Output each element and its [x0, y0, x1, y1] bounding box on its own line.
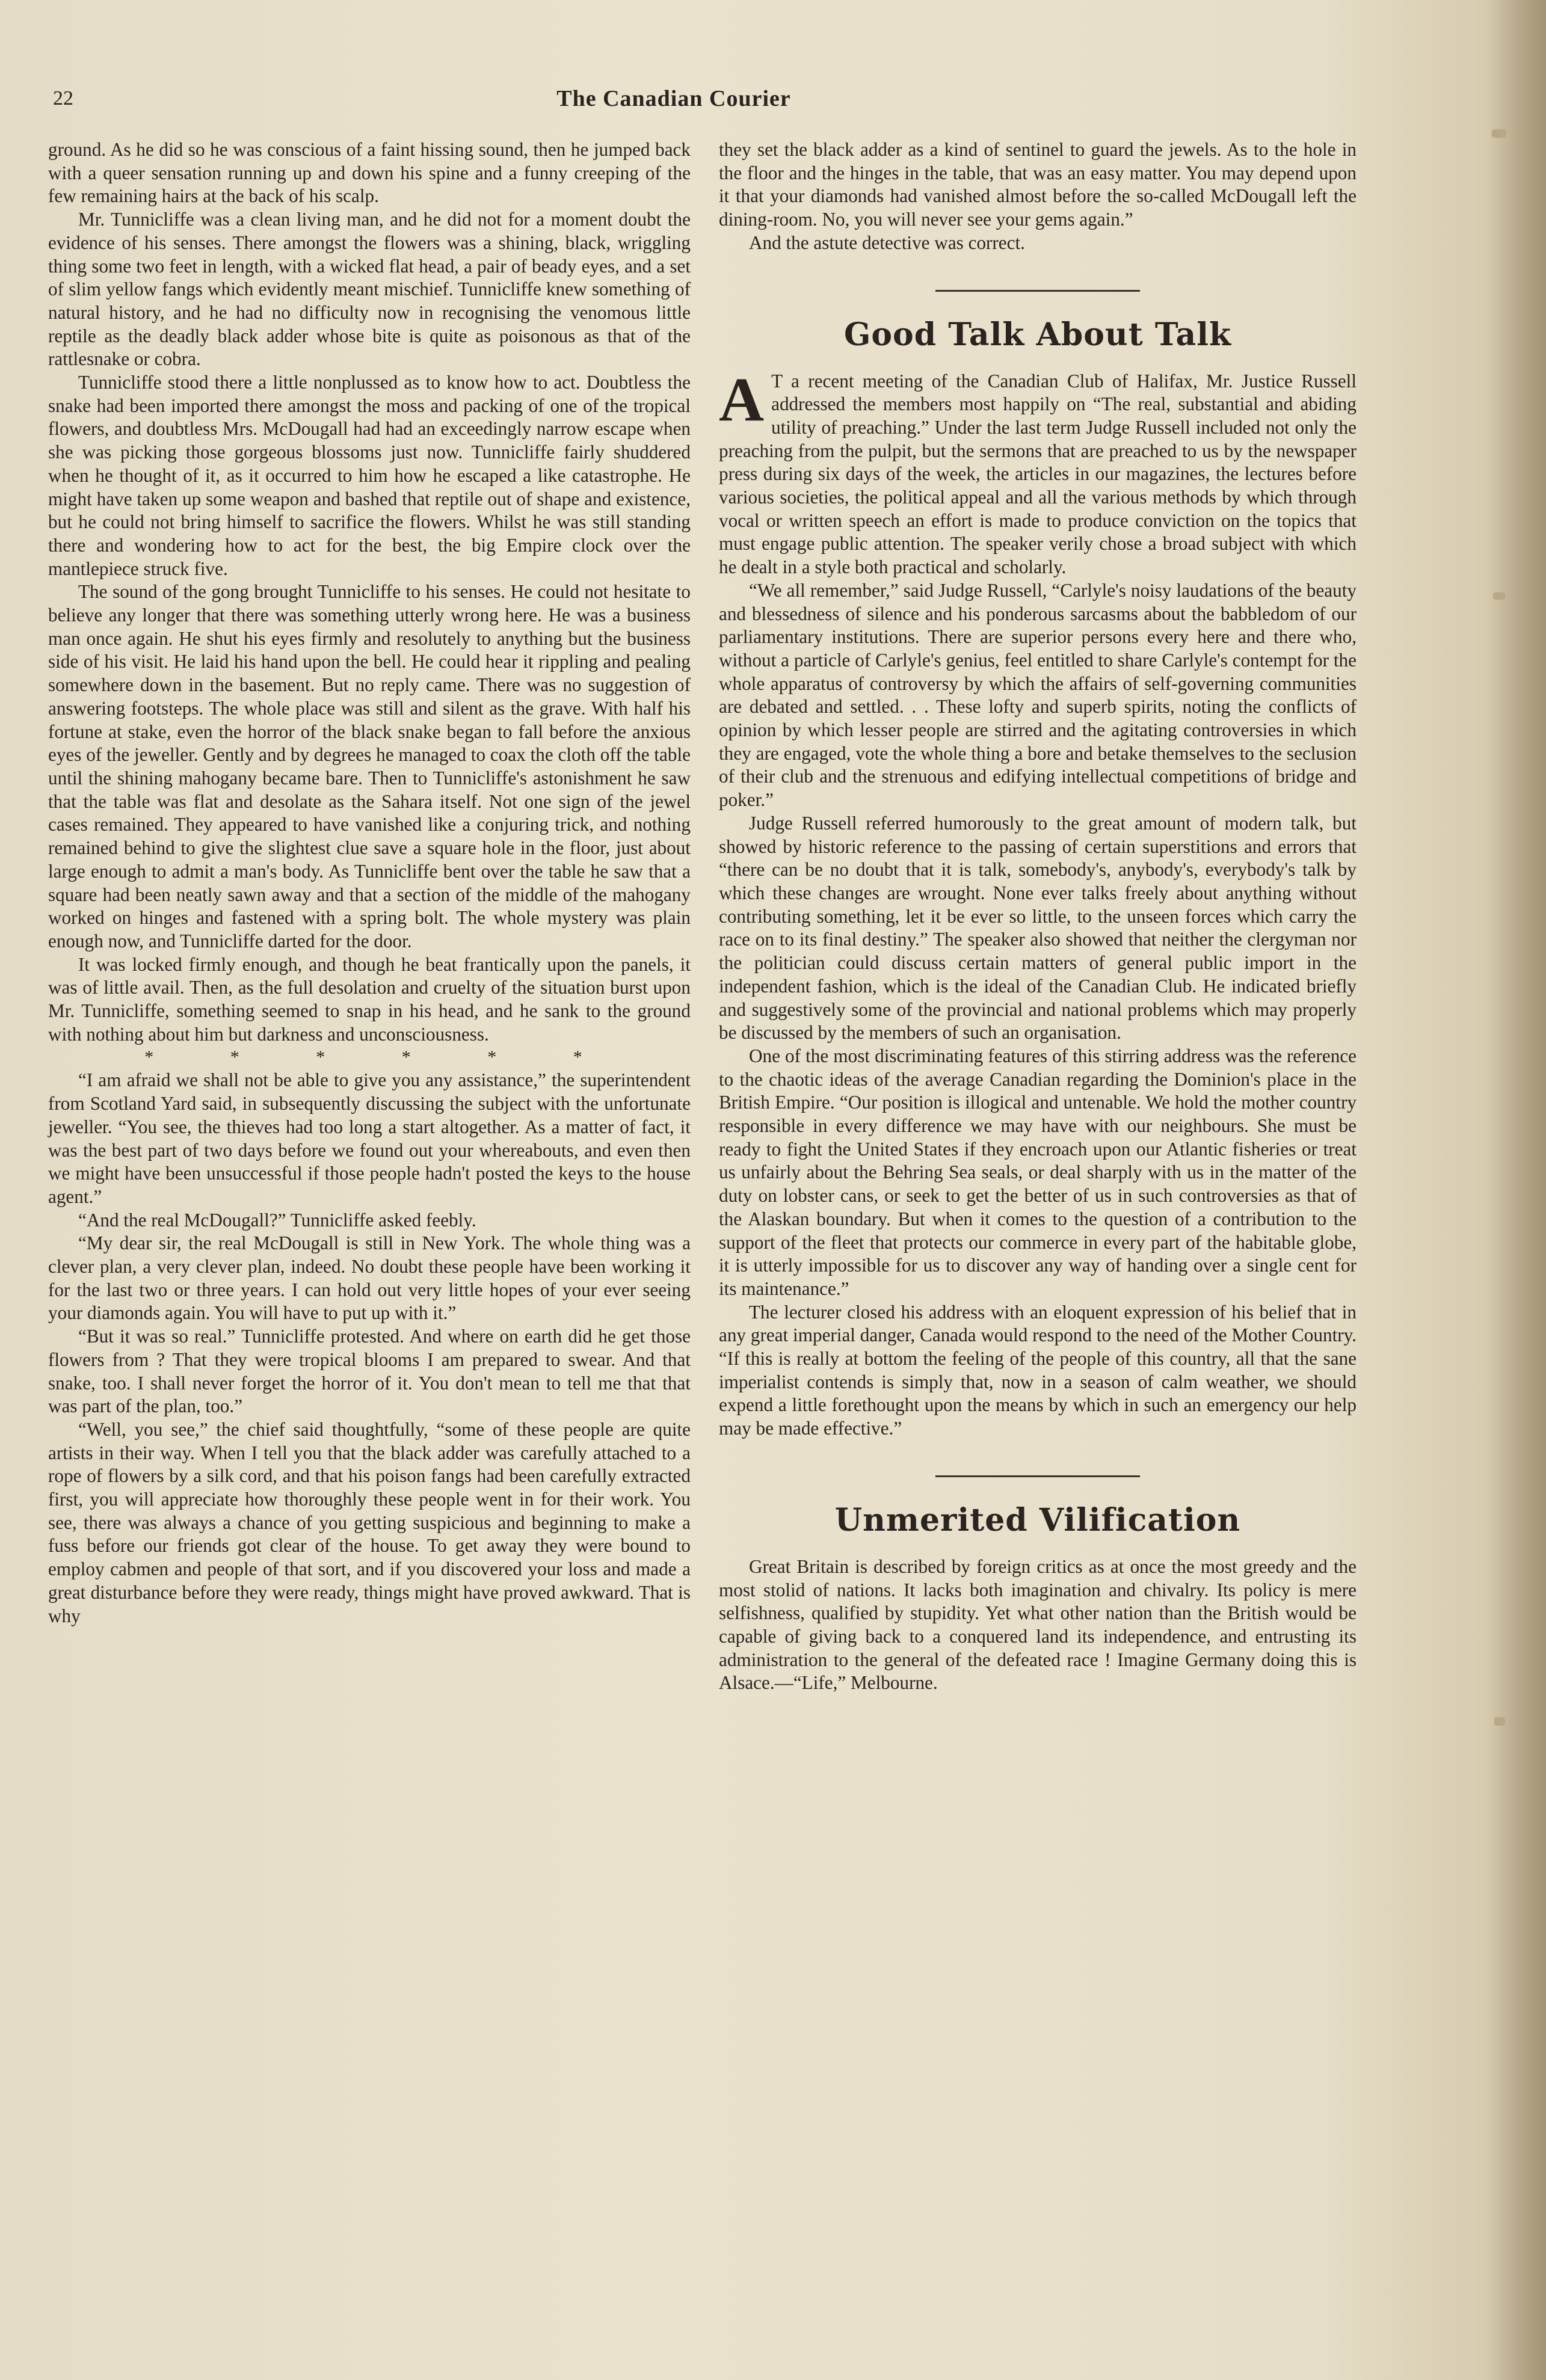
- story-paragraph: It was locked firmly enough, and though he beat frantically upon the panels, it was of little avail. Then, as the full desolation and cruelty of the situation burst upon Mr. Tunnicliffe, something seemed to snap in his head, and he sank to the ground with nothing about him but darkness and unconsciousness.: [48, 953, 691, 1045]
- story-paragraph: Tunnicliffe stood there a little nonplussed as to know how to act. Doubtless the snake had been imported there amongst the moss and packing of one of the tropical flowers, and doubtless Mrs. McDougall had had an exceedingly narrow escape when she was picking those gorgeous blossoms just now. Tunnicliffe fairly shuddered when he thought of it, as it occurred to him how he escaped a like catastrophe. He might have taken up some weapon and bashed that reptile out of shape and existence, but he could not bring himself to sacrifice the flowers. Whilst he was still standing there and wondering how to act for the best, the big Empire clock over the mantlepiece struck five.: [48, 372, 691, 579]
- section-rule: [935, 290, 1140, 292]
- margin-blemish: [1492, 129, 1506, 138]
- margin-blemish: [1493, 592, 1505, 600]
- left-column: [48, 138, 691, 1628]
- story-paragraph: they set the black adder as a kind of sentinel to guard the jewels. As to the hole in the floor and the hinges in the table, that was an easy matter. You may depend upon it that your diamonds had vanished almost before the so-called McDougall left the dining-room. No, you will never see your gems again.”: [719, 139, 1357, 230]
- article-paragraph: [719, 364, 1357, 579]
- article-paragraph: Judge Russell referred humorously to the great amount of modern talk, but showed by historic reference to the passing of certain superstitions and errors that “there can be no doubt that it is talk, somebody's, anybody's, everybody's talk by which these changes are wrought. None ever talks freely about anything without contributing something, let it be ever so little, to the unseen forces which carry the race on to its final destiny.” The speaker also showed that neither the clergyman nor the politician could discuss certain matters of general public import in the independent fashion, which is the ideal of the Canadian Club. He indicated briefly and suggestively some of the provincial and national problems which may properly be discussed by the members of such an organisation.: [719, 812, 1357, 1044]
- article-paragraph: The lecturer closed his address with an eloquent expression of his belief that in any great imperial danger, Canada would respond to the need of the Mother Country. “If this is really at bottom the feeling of the people of this country, all that the sane imperialist contends is simply that, now in a season of calm weather, we should expend a little forethought upon the means by which in such an emergency our help may be made effective.”: [719, 1301, 1357, 1439]
- article-heading: Good Talk About Talk: [843, 316, 1232, 353]
- drop-cap: A: [719, 364, 765, 434]
- article-lead-text: T a recent meeting of the Canadian Club of Halifax, Mr. Justice Russell addressed the members most happily on “The real, substantial and abiding utility of preaching.” Under the last term Judge Russell included not only the preaching from the pulpit, but the sermons that are preached to us by the newspaper press during six days of the week, the articles in our magazines, the lectures before various societies, the political appeal and all the various methods by which through vocal or written speech an effort is made to produce conviction on the topics that must engage public attention. The speaker verily chose a broad subject with which he dealt in a style both practical and scholarly.: [719, 370, 1357, 578]
- story-paragraph: “I am afraid we shall not be able to give you any assistance,” the superintendent from Scotland Yard said, in subsequently discussing the subject with the unfortunate jeweller. “You see, the thieves had too long a start altogether. As a matter of fact, it was the best part of two days before we found out your whereabouts, and even then we might have been unsuccessful if those people hadn't posted the keys to the house agent.”: [48, 1069, 691, 1207]
- section-rule: [935, 1475, 1140, 1477]
- page-number: 22: [53, 87, 73, 109]
- story-paragraph: And the astute detective was correct.: [749, 232, 1025, 253]
- story-paragraph: “And the real McDougall?” Tunnicliffe asked feebly.: [78, 1209, 476, 1231]
- story-paragraph: “My dear sir, the real McDougall is still in New York. The whole thing was a clever plan, a very clever plan, indeed. No doubt these people have been working it for the last two or three years. I can hold out very little hopes of your ever seeing your diamonds again. You will have to put up with it.”: [48, 1232, 691, 1324]
- article-heading: Unmerited Vilification: [834, 1501, 1241, 1539]
- running-head: The Canadian Courier: [556, 86, 791, 111]
- story-paragraph: “Well, you see,” the chief said thoughtfully, “some of these people are quite artists in their way. When I tell you that the black adder was carefully attached to a rope of flowers by a silk cord, and that his poison fangs had been carefully extracted first, you will appreciate how thoroughly these people went in for their work. You see, there was always a chance of you getting suspicious and beginning to make a fuss before our friends got clear of the house. To get away they were bound to employ cabmen and people of that sort, and if you discovered your loss and made a great disturbance before they were ready, things might have proved awkward. That is why: [48, 1418, 691, 1626]
- margin-blemish: [1494, 1717, 1505, 1726]
- section-break: * * * * * *: [144, 1047, 618, 1068]
- story-paragraph: The sound of the gong brought Tunnicliffe to his senses. He could not hesitate to believe any longer that there was something utterly wrong here. He was a business man once again. He shut his eyes firmly and resolutely to anything but the business side of his visit. He laid his hand upon the bell. He could hear it rippling and pealing somewhere down in the basement. But no reply came. There was no suggestion of answering footsteps. The whole place was still and silent as the grave. With half his fortune at stake, even the horror of the black snake began to fall before the anxious eyes of the jeweller. Gently and by degrees he managed to coax the cloth off the table until the shining mahogany became bare. Then to Tunnicliffe's astonishment he saw that the table was flat and desolate as the Sahara itself. Not one sign of the jewel cases remained. They appeared to have vanished like a conjuring trick, and nothing remained behind to give the slightest clue save a square hole in the floor, just about large enough to admit a man's body. As Tunnicliffe bent over the table he saw that a square had been neatly sawn away and that a section of the middle of the mahogany worked on hinges and fastened with a spring bolt. The whole mystery was plain enough now, and Tunnicliffe darted for the door.: [48, 581, 691, 952]
- article-paragraph: Great Britain is described by foreign critics as at once the most greedy and the most stolid of nations. It lacks both imagination and chivalry. Its policy is mere selfishness, qualified by stupidity. Yet what other nation than the British would be capable of giving back to a conquered land its independence, and entrusting its administration to the general of the defeated race ! Imagine Germany doing this is Alsace.—“Life,” Melbourne.: [719, 1555, 1357, 1694]
- story-paragraph: “But it was so real.” Tunnicliffe protested. And where on earth did he get those flowers from ? That they were tropical blooms I am prepared to swear. And that snake, too. I shall never forget the horror of it. You don't mean to tell me that that was part of the plan, too.”: [48, 1326, 691, 1417]
- story-paragraph: ground. As he did so he was conscious of a faint hissing sound, then he jumped back with a queer sensation running up and down his spine and a funny creeping of the few remaining hairs at the back of his scalp.: [48, 139, 691, 207]
- right-column: [719, 138, 1357, 1695]
- story-paragraph: Mr. Tunnicliffe was a clean living man, and he did not for a moment doubt the evidence of his senses. There amongst the flowers was a shining, black, wriggling thing some two feet in length, with a wicked flat head, a pair of beady eyes, and a set of slim yellow fangs which evidently meant mischief. Tunnicliffe knew something of natural history, and he had no difficulty now in recognising the venomous little reptile as the deadly black adder whose bite is quite as poisonous as that of the rattlesnake or cobra.: [48, 209, 691, 370]
- page-binding-edge: [1486, 0, 1546, 2380]
- article-paragraph: “We all remember,” said Judge Russell, “Carlyle's noisy laudations of the beauty and blessedness of silence and his ponderous sarcasms about the babbledom of our parliamentary institutions. There are superior persons every here and there who, without a particle of Carlyle's genius, feel entitled to share Carlyle's contempt for the whole apparatus of controversy by which the affairs of self-governing communities are debated and settled. . . These lofty and superb spirits, noting the conflicts of opinion by which lesser people are stirred and the agitating controversies in which they are engaged, vote the whole thing a bore and betake themselves to the seclusion of their club and the strenuous and edifying intellectual competitions of bridge and poker.”: [719, 579, 1357, 811]
- article-paragraph: One of the most discriminating features of this stirring address was the reference to the chaotic ideas of the average Canadian regarding the Dominion's place in the British Empire. “Our position is illogical and untenable. We hold the mother country responsible in every difference we may have with our neighbours. She must be ready to fight the United States if they encroach upon our Atlantic fisheries or treat us unfairly about the Behring Sea seals, or deal sharply with us in the matter of the duty on lobster cans, or seek to get the better of us in such controversies as that of the Alaskan boundary. But when it comes to the question of a contribution to the support of the fleet that protects our commerce in every part of the habitable globe, it is utterly impossible for us to discover any way of handing over a single cent for its maintenance.”: [719, 1045, 1357, 1299]
